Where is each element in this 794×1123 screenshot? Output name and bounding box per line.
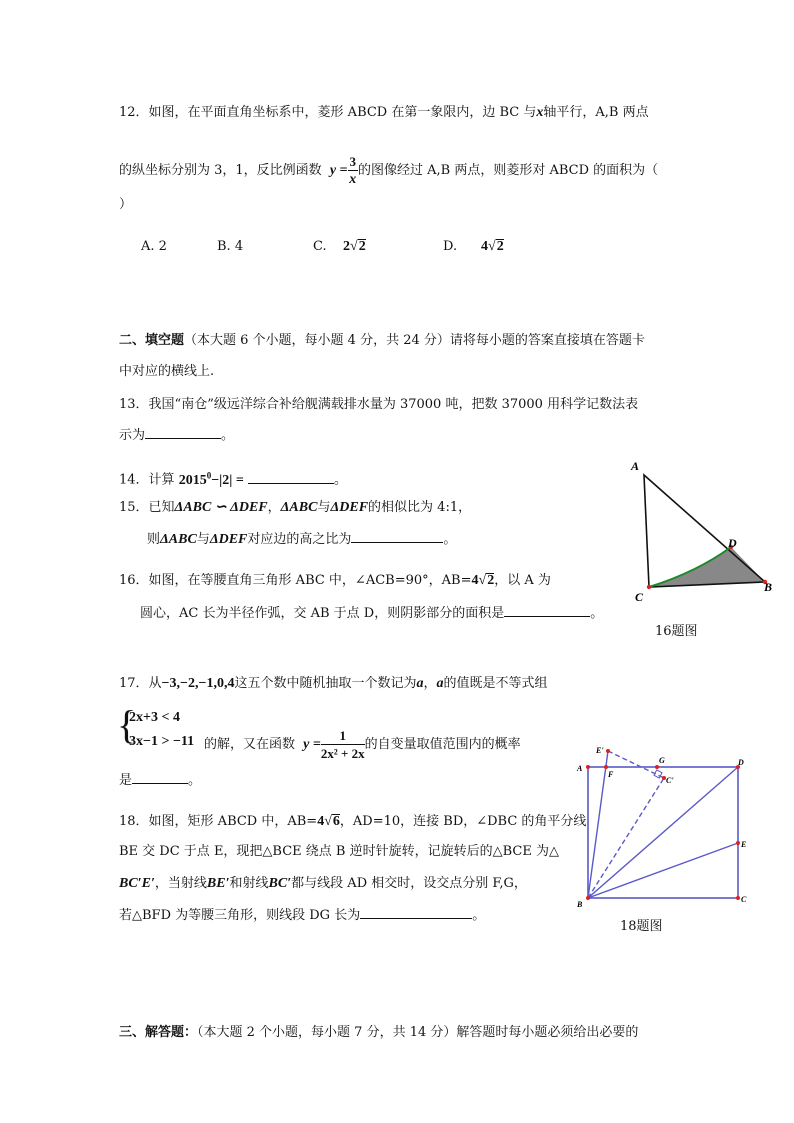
q16-line1-text: 16．如图，在等腰直角三角形 ABC 中，∠ACB=90°，AB= — [119, 573, 472, 588]
q18-end: 。 — [472, 908, 486, 923]
q16-line1 — [119, 572, 551, 590]
point-c — [736, 896, 740, 900]
point-e1 — [606, 749, 610, 753]
figure-18 — [575, 745, 755, 909]
q15-line2 — [147, 530, 456, 549]
q17-line3-text: 是 — [119, 773, 133, 788]
q17-comma: ， — [423, 676, 437, 691]
option-b: B. 4 — [217, 239, 244, 254]
fraction-denominator: 2x² + 2x — [320, 746, 365, 761]
q18-line4-text: 若△BFD 为等腰三角形，则线段 DG 长为 — [119, 908, 361, 923]
q15-abc: ΔABC — [280, 500, 318, 515]
q12-line1-text: 12．如图，在平面直角坐标系中，菱形 ABCD 在第一象限内，边 BC 与 — [119, 105, 537, 120]
q16-end: 。 — [590, 606, 604, 621]
q18-line3-end: 都与线段 AD 相交时，设交点分别 F,G， — [291, 876, 527, 891]
q15-yu2: 与 — [196, 532, 210, 547]
q17-end1: 的值既是不等式组 — [443, 676, 548, 691]
q13-line2-text: 示为 — [119, 428, 146, 443]
option-a: A. 2 — [141, 239, 167, 254]
label-a: A — [577, 764, 583, 773]
section2-description: （本大题 6 个小题，每小题 4 分，共 24 分）请将每小题的答案直接填在答题卡 — [184, 333, 645, 348]
fraction-denominator: x — [349, 172, 357, 187]
answer-blank[interactable] — [351, 530, 443, 543]
section2-line2: 中对应的横线上. — [119, 364, 215, 379]
q17-line2 — [204, 727, 521, 763]
expr-rest: −|2| = — [211, 472, 244, 488]
q14-prefix: 14．计算 — [119, 472, 175, 488]
point-b — [586, 896, 590, 900]
q12-line1 — [119, 104, 649, 122]
q18-line3 — [119, 875, 527, 893]
figure-18-caption: 18题图 — [620, 919, 663, 934]
expr-base: 2015 — [178, 472, 207, 488]
q14-end: 。 — [333, 472, 347, 488]
q12-line3: ） — [119, 197, 133, 212]
label-c: C — [741, 895, 747, 904]
ray-bc: BC′ — [268, 876, 292, 891]
q13-end: 。 — [221, 428, 235, 443]
point-a — [586, 765, 590, 769]
q15-line2-end: 对应边的高之比为 — [247, 532, 352, 547]
q18-ab-value: 4√6 — [317, 814, 340, 829]
ray-be: BE′ — [206, 876, 230, 891]
q16-ab-value: 4√2 — [471, 573, 495, 588]
section2-heading: 二、填空题 — [119, 333, 185, 348]
var-a: a — [436, 676, 444, 691]
q12-function-lhs: y = — [329, 163, 348, 178]
ray-be1 — [588, 751, 608, 898]
inequality-1: 2x+3 < 4 — [129, 710, 180, 725]
section3-heading: 三、解答题： — [119, 1025, 198, 1040]
point-e — [736, 841, 740, 845]
label-f: F — [608, 770, 614, 779]
q15-prefix: 15．已知 — [119, 500, 175, 515]
segment-e1c1 — [608, 751, 664, 778]
label-b: B — [764, 580, 773, 594]
section2-line1 — [119, 332, 645, 350]
ab-coef: 4 — [317, 814, 325, 829]
x-variable: x — [536, 105, 544, 120]
answer-blank[interactable] — [145, 426, 221, 439]
q15-def2: ΔDEF — [209, 532, 248, 547]
q13-line2 — [119, 426, 234, 445]
answer-blank[interactable] — [132, 771, 188, 784]
q12-line1-end: 轴平行，A,B 两点 — [543, 105, 649, 120]
figure-16-caption: 16题图 — [655, 624, 698, 639]
label-c1: C' — [666, 776, 674, 785]
q16-line2 — [140, 604, 603, 623]
q18-rotated-triangle: BC′E′ — [119, 876, 155, 891]
q17-line1 — [119, 675, 548, 693]
q17-func-lhs: y = — [303, 737, 321, 752]
q15-comma: ， — [267, 500, 281, 515]
q18-line2: BE 交 DC 于点 E，现把△BCE 绕点 B 逆时针旋转，记旋转后的△BCE 为△ — [119, 844, 559, 859]
fraction-numerator: 3 — [349, 154, 357, 169]
q18-line3-mid: ，当射线 — [154, 876, 207, 891]
figure-16 — [625, 455, 785, 604]
q15-def: ΔDEF — [330, 500, 369, 515]
label-b: B — [577, 900, 583, 909]
label-c: C — [635, 590, 644, 604]
label-e1: E' — [596, 746, 604, 755]
q17-end3: 。 — [188, 773, 202, 788]
q15-abc2: ΔABC — [160, 532, 197, 547]
section3-description: （本大题 2 个小题，每小题 7 分，共 14 分）解答题时每小题必须给出必要的 — [197, 1025, 639, 1040]
point-c — [647, 585, 651, 589]
q15-end: 。 — [443, 532, 457, 547]
q18-line1 — [119, 813, 586, 831]
ab-radicand: 6 — [332, 814, 340, 829]
q12-line2-text: 的纵坐标分别为 3，1，反比例函数 — [119, 163, 322, 178]
label-d: D — [738, 758, 744, 767]
q17-end2: 的自变量取值范围内的概率 — [364, 737, 521, 752]
q18-line1-end: ，AD=10，连接 BD，∠DBC 的角平分线 — [339, 814, 587, 829]
q13-line1: 13．我国“南仓”级远洋综合补给舰满载排水量为 37000 吨，把数 37000 用科学记数法表 — [119, 397, 639, 412]
q17-mid2: 的解，又在函数 — [204, 737, 296, 752]
q18-line4 — [119, 906, 485, 925]
q17-prefix: 17．从 — [119, 676, 162, 691]
q16-line2-text: 圆心，AC 长为半径作弧，交 AB 于点 D，则阴影部分的面积是 — [140, 606, 505, 621]
line-bd — [588, 767, 738, 898]
option-c-value: 2√2 — [343, 239, 366, 254]
q17-fraction — [321, 727, 365, 762]
q17-line3 — [119, 771, 201, 790]
option-d-label: D. — [443, 239, 458, 254]
option-d-radicand: 2 — [496, 239, 504, 254]
q15-yu: 与 — [317, 500, 331, 515]
system-brace: { — [117, 702, 137, 747]
q17-mid: 这五个数中随机抽取一个数记为 — [234, 676, 417, 691]
inequality-2: 3x−1 > −11 — [129, 734, 195, 749]
q12-fraction — [348, 153, 359, 188]
label-a: A — [631, 459, 640, 473]
var-a: a — [416, 676, 424, 691]
q12-options — [141, 238, 504, 256]
option-c-radicand: 2 — [358, 239, 366, 254]
answer-blank[interactable] — [504, 604, 590, 617]
q15-line2-start: 则 — [147, 532, 161, 547]
option-c-coef: 2 — [343, 239, 350, 254]
line-be — [588, 843, 738, 898]
label-d: D — [728, 536, 737, 550]
option-d-coef: 4 — [481, 239, 488, 254]
label-g: G — [659, 756, 665, 765]
q18-line3-and: 和射线 — [229, 876, 269, 891]
q17-numbers: −3,−2,−1,0,4 — [161, 676, 235, 691]
section3-line — [119, 1024, 638, 1042]
q18-line1-text: 18．如图，矩形 ABCD 中，AB= — [119, 814, 318, 829]
q16-line1-end: ，以 A 为 — [494, 573, 551, 588]
ray-bc1 — [588, 778, 664, 898]
answer-blank[interactable] — [248, 471, 334, 484]
ab-radicand: 2 — [487, 573, 495, 588]
q12-line2 — [119, 150, 658, 192]
q12-line2-end: 的图像经过 A,B 两点，则菱形对 ABCD 的面积为（ — [358, 163, 659, 178]
q14-expression — [178, 470, 244, 488]
q15-ratio: 的相似比为 4:1， — [368, 500, 472, 515]
point-g — [655, 765, 659, 769]
ab-coef: 4 — [471, 573, 479, 588]
q14-line — [119, 466, 347, 490]
fraction-numerator: 1 — [321, 727, 365, 745]
point-f — [604, 765, 608, 769]
option-c-label: C. — [313, 239, 327, 254]
q15-similarity: ΔABC ∽ ΔDEF — [174, 500, 268, 515]
option-d-value: 4√2 — [481, 239, 504, 254]
label-e: E — [741, 840, 747, 849]
answer-blank[interactable] — [360, 906, 472, 919]
q15-line1 — [119, 499, 471, 517]
expr-exponent: 0 — [206, 470, 212, 480]
